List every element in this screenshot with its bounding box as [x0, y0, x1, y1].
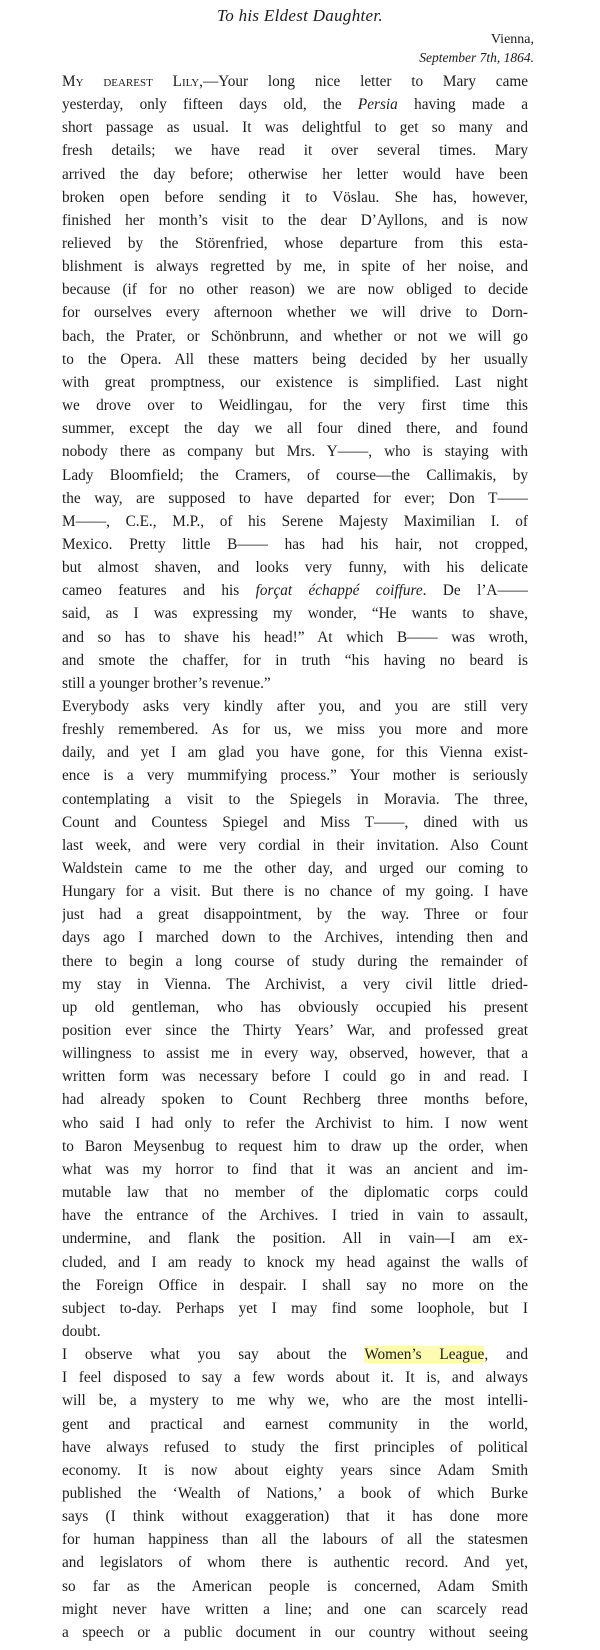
text-line: for ourselves every afternoon whether we will drive to Dorn- — [62, 304, 528, 322]
text-line: said, as I was expressing my wonder, “He wants to shave, — [62, 605, 528, 623]
forcat-phrase: forçat échappé coiffure — [255, 582, 423, 600]
text-line: last week, and were very cordial in their invitation. Also Count — [62, 836, 528, 854]
letter-place: Vienna, — [490, 32, 534, 47]
text-line: so far as the American people is concerned, Adam Smith — [62, 1577, 528, 1595]
text-line: My dearest Lily,—Your long nice letter to Mary came — [62, 73, 528, 90]
text-line: willingness to assist me in every way, observed, however, that a — [62, 1045, 528, 1063]
text-line: had already spoken to Count Rechberg three months before, — [62, 1091, 528, 1109]
text-line: but almost shaven, and looks very funny, with his delicate — [62, 559, 528, 577]
text-line: who said I had only to refer the Archivist to him. I now went — [62, 1114, 528, 1132]
text-line: short passage as usual. It was delightful to get so many and — [62, 119, 528, 137]
text-line: will be, a mystery to me why we, who are the most intelli- — [62, 1392, 528, 1410]
text-line: published the ‘Wealth of Nations,’ a book of which Burke — [62, 1484, 528, 1502]
salutation: My dearest Lily, — [62, 73, 203, 90]
text-line: arrived the day before; otherwise her letter would have been — [62, 165, 528, 183]
text-line: might never have written a line; and one can scarcely read — [62, 1600, 528, 1618]
text-line: summer, except the day we all four dined there, and found — [62, 420, 528, 438]
text-line: and smote the chaffer, for in truth “his having no beard is — [62, 651, 528, 669]
text-line: Waldstein came to me the other day, and urged our coming to — [62, 860, 528, 877]
text-line: freshly remembered. As for us, we miss you more and more — [62, 721, 528, 739]
text-line: to Baron Meysenbug to request him to draw up the order, when — [62, 1137, 528, 1155]
text-line: up old gentleman, who has obviously occupied his present — [62, 998, 528, 1016]
text-line: the Foreign Office in despair. I shall say no more on the — [62, 1276, 528, 1294]
text-line: says (I think without exaggeration) that it has done more — [62, 1508, 528, 1526]
letter-title: To his Eldest Daughter. — [217, 6, 383, 25]
text-line: Everybody asks very kindly after you, and you are still very — [62, 697, 528, 715]
text-line: I feel disposed to say a few words about it. It is, and always — [62, 1369, 528, 1387]
text-line: written form was necessary before I could go in and read. I — [62, 1068, 528, 1086]
text-line: bach, the Prater, or Schönbrunn, and whether or not we will go — [62, 327, 528, 345]
text-line: a speech or a public document in our country without seeing — [62, 1623, 528, 1641]
ship-name: Persia — [357, 96, 398, 114]
text-line: Count and Countess Spiegel and Miss T——, dined with us — [62, 813, 528, 831]
text-line: Mexico. Pretty little B—— has had his hair, not cropped, — [62, 535, 528, 553]
text-line: we drove over to Weidlingau, for the very first time this — [62, 397, 528, 415]
text-line: undermine, and flank the position. All in vain—I am ex- — [62, 1230, 528, 1248]
text-line: have always refused to study the first principles of political — [62, 1438, 528, 1456]
text-line: relieved by the Störenfried, whose departure from this esta- — [62, 235, 528, 253]
text-line: yesterday, only fifteen days old, the Persia having made a — [62, 96, 528, 114]
text-line: ence is a very mummifying process.” Your mother is seriously — [62, 767, 528, 785]
letter-date: September 7th, 1864. — [419, 50, 534, 65]
text-line: for human happiness than all the labours of all the statesmen — [62, 1531, 528, 1549]
text-line: cluded, and I am ready to knock my head against the walls of — [62, 1253, 528, 1271]
text-line: gent and practical and earnest community in the world, — [62, 1415, 528, 1433]
text-line: and legislators of whom there is authentic record. And yet, — [62, 1554, 528, 1572]
text-line: to the Opera. All these matters being decided by her usually — [62, 350, 528, 368]
text-line: still a younger brother’s revenue.” — [62, 674, 271, 692]
text-line: nobody there as company but Mrs. Y——, who is staying with — [62, 443, 528, 461]
text-line: subject to-day. Perhaps yet I may find some loophole, but I — [62, 1299, 528, 1317]
text-line: cameo features and his forçat échappé coiffure. De l’A—— — [62, 582, 528, 600]
text-line: and so has to shave his head!” At which B—— was wroth, — [62, 628, 528, 646]
text-line: M——, C.E., M.P., of his Serene Majesty Maximilian I. of — [62, 512, 528, 530]
text-line: blishment is always regretted by me, in spite of her noise, and — [62, 258, 528, 276]
text-line: because (if for no other reason) we are now obliged to decide — [62, 281, 528, 299]
text-line: position ever since the Thirty Years’ War, and professed great — [62, 1022, 528, 1040]
text-line: there to begin a long course of study during the remainder of — [62, 952, 528, 970]
text-line: contemplating a visit to the Spiegels in Moravia. The three, — [62, 790, 528, 808]
text-line: fresh details; we have read it over several times. Mary — [62, 142, 528, 160]
text-line: I observe what you say about the Women’s League, and — [62, 1346, 528, 1364]
text-line: have the entrance of the Archives. I tried in vain to assault, — [62, 1207, 528, 1225]
text-line: what was my horror to find that it was an ancient and im- — [62, 1160, 528, 1178]
text-line: daily, and yet I am glad you have gone, for this Vienna exist- — [62, 744, 528, 762]
text-line: days ago I marched down to the Archives, intending then and — [62, 929, 528, 947]
highlighted-phrase: Women’s League — [364, 1346, 485, 1364]
text-line: with great promptness, our existence is simplified. Last night — [62, 373, 528, 391]
text-line: Lady Bloomfield; the Cramers, of course—the Callimakis, by — [62, 466, 528, 484]
text-line: the way, are supposed to have departed for ever; Don T—— — [62, 489, 528, 507]
text-line: finished her month’s visit to the dear D’Ayllons, and is now — [62, 211, 528, 229]
text-line: just had a great disappointment, by the way. Three or four — [62, 906, 528, 924]
text-line: broken open before sending it to Vöslau. She has, however, — [62, 188, 528, 206]
text-line: my stay in Vienna. The Archivist, a very civil little dried- — [62, 975, 528, 993]
text-line: Hungary for a visit. But there is no chance of my going. I have — [62, 883, 528, 901]
text-line: doubt. — [62, 1322, 101, 1340]
text-line: economy. It is now about eighty years since Adam Smith — [62, 1461, 528, 1479]
text-line: mutable law that no member of the diplomatic corps could — [62, 1184, 528, 1202]
